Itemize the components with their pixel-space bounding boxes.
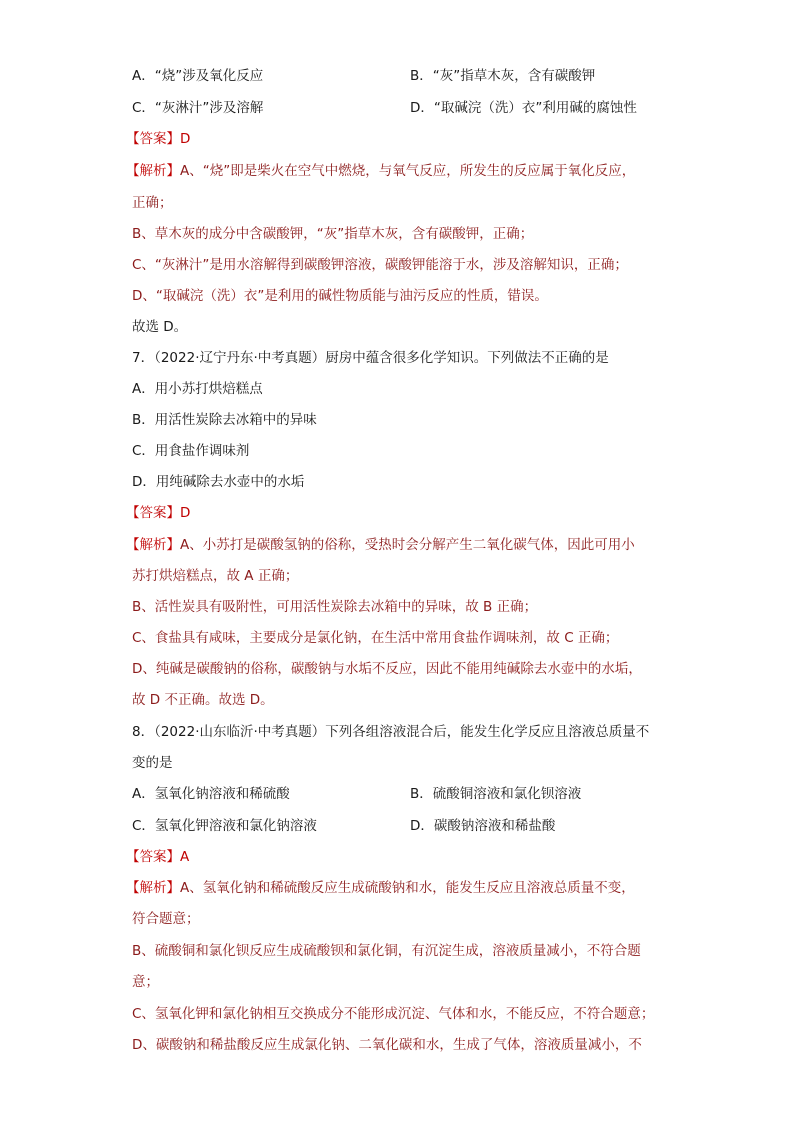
q8-analysis-line-2: 符合题意； <box>132 911 200 927</box>
q6-analysis-line-5: D、“取碱浣（洗）衣”是利用的碱性物质能与油污反应的性质，错误。 <box>132 288 548 304</box>
q6-analysis-line-1 <box>126 161 635 181</box>
q6-option-d: D．“取碱浣（洗）衣”利用碱的腐蚀性 <box>410 100 637 116</box>
q8-option-b: B．硫酸铜溶液和氯化钡溶液 <box>410 786 582 802</box>
q7-answer <box>126 503 190 523</box>
q8-option-d: D．碳酸钠溶液和稀盐酸 <box>410 818 556 834</box>
q8-analysis-line-6: D、碳酸钠和稀盐酸反应生成氯化钠、二氧化碳和水，生成了气体，溶液质量减小，不 <box>132 1037 642 1053</box>
q8-option-c: C．氢氧化钾溶液和氯化钠溶液 <box>132 818 317 834</box>
q6-option-c: C．“灰淋汁”涉及溶解 <box>132 100 264 116</box>
analysis-text: A、“烧”即是柴火在空气中燃烧，与氧气反应，所发生的反应属于氧化反应， <box>180 163 636 179</box>
q6-conclusion: 故选 D。 <box>132 319 188 335</box>
q8-answer <box>126 847 189 867</box>
analysis-tag: 【解析】 <box>126 163 180 179</box>
q6-analysis-line-2: 正确； <box>132 195 173 211</box>
q7-analysis-line-4: C、食盐具有咸味，主要成分是氯化钠，在生活中常用食盐作调味剂，故 C 正确； <box>132 630 619 646</box>
answer-tag: 【答案】 <box>126 849 180 865</box>
q7-analysis-line-5: D、纯碱是碳酸钠的俗称，碳酸钠与水垢不反应，因此不能用纯碱除去水壶中的水垢， <box>132 661 642 677</box>
q7-stem: 7．（2022·辽宁丹东·中考真题）厨房中蕴含很多化学知识。下列做法不正确的是 <box>132 350 609 366</box>
q7-option-a: A．用小苏打烘焙糕点 <box>132 381 263 397</box>
q7-option-d: D．用纯碱除去水壶中的水垢 <box>132 474 305 490</box>
q7-option-b: B．用活性炭除去冰箱中的异味 <box>132 412 317 428</box>
answer-value: A <box>180 849 190 865</box>
q8-stem-line-1: 8．（2022·山东临沂·中考真题）下列各组溶液混合后，能发生化学反应且溶液总质量不 <box>132 724 650 740</box>
answer-tag: 【答案】 <box>126 131 180 147</box>
q8-analysis-line-4: 意； <box>132 974 159 990</box>
q6-answer <box>126 129 190 149</box>
q7-analysis-line-2: 苏打烘焙糕点，故 A 正确； <box>132 568 299 584</box>
q8-option-a: A．氢氧化钠溶液和稀硫酸 <box>132 786 290 802</box>
q7-analysis-line-3: B、活性炭具有吸附性，可用活性炭除去冰箱中的异味，故 B 正确； <box>132 599 538 615</box>
q6-analysis-line-3: B、草木灰的成分中含碳酸钾，“灰”指草木灰，含有碳酸钾，正确； <box>132 226 534 242</box>
q8-stem-line-2: 变的是 <box>132 755 173 771</box>
analysis-tag: 【解析】 <box>126 880 180 896</box>
q7-option-c: C．用食盐作调味剂 <box>132 443 250 459</box>
q8-analysis-line-3: B、硫酸铜和氯化钡反应生成硫酸钡和氯化铜，有沉淀生成，溶液质量减小，不符合题 <box>132 943 641 959</box>
q6-option-a: A．“烧”涉及氧化反应 <box>132 68 264 84</box>
q6-option-b: B．“灰”指草木灰，含有碳酸钾 <box>410 68 596 84</box>
analysis-text: A、氢氧化钠和稀硫酸反应生成硫酸钠和水，能发生反应且溶液总质量不变， <box>180 880 635 896</box>
q8-analysis-line-5: C、氢氧化钾和氯化钠相互交换成分不能形成沉淀、气体和水，不能反应，不符合题意； <box>132 1006 655 1022</box>
answer-tag: 【答案】 <box>126 505 180 521</box>
analysis-tag: 【解析】 <box>126 537 180 553</box>
analysis-text: A、小苏打是碳酸氢钠的俗称，受热时会分解产生二氧化碳气体，因此可用小 <box>180 537 635 553</box>
answer-value: D <box>180 131 191 147</box>
q7-analysis-line-6: 故 D 不正确。故选 D。 <box>132 692 274 708</box>
q6-analysis-line-4: C、“灰淋汁”是用水溶解得到碳酸钾溶液，碳酸钾能溶于水，涉及溶解知识，正确； <box>132 257 628 273</box>
q8-analysis-line-1 <box>126 878 635 898</box>
answer-value: D <box>180 505 191 521</box>
q7-analysis-line-1 <box>126 535 635 555</box>
